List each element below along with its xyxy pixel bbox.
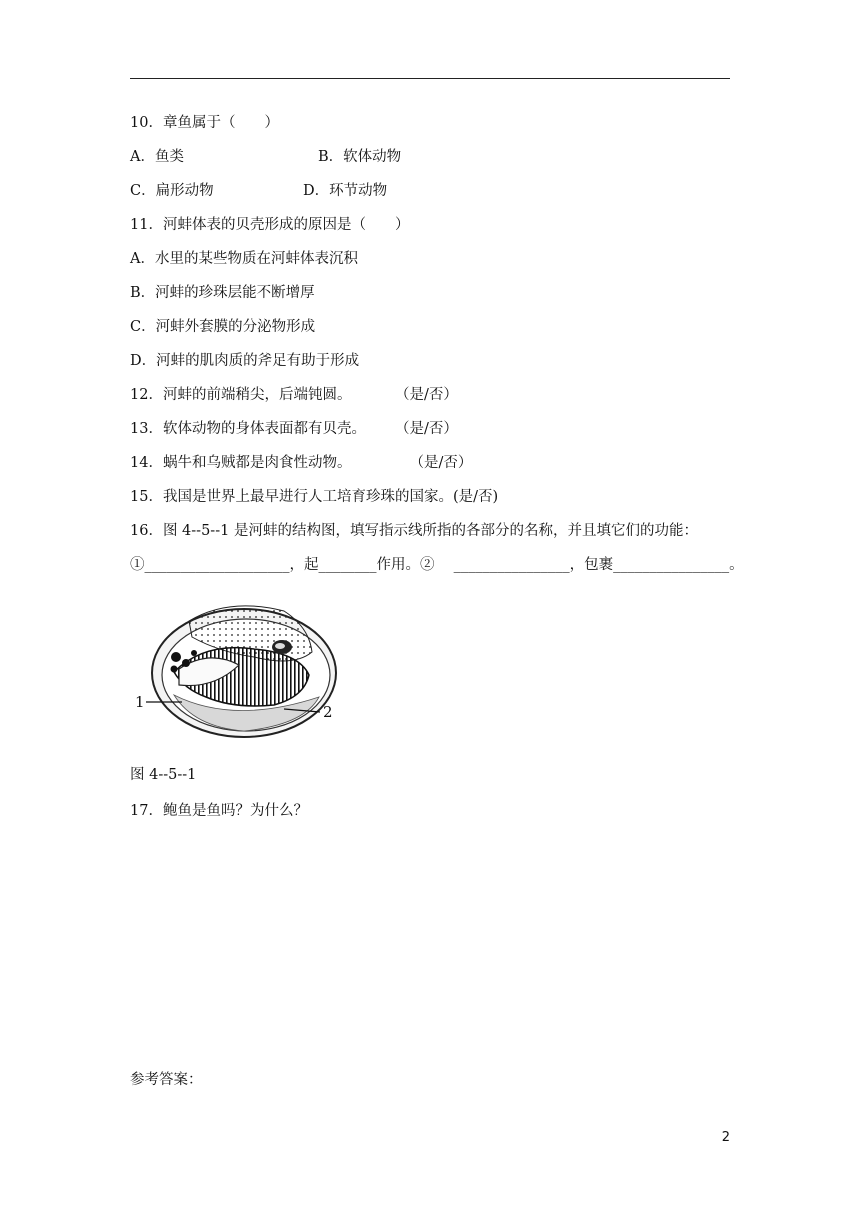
question-16-stem: 16．图 4--5--1 是河蚌的结构图，填写指示线所指的各部分的名称，并且填它们的功能： <box>130 523 698 539</box>
page-number: 2 <box>721 1130 730 1145</box>
question-12: 12．河蚌的前端稍尖，后端钝圆。 （是/否） <box>130 387 458 403</box>
header-rule <box>130 78 730 79</box>
question-16-blanks: ①____________________，起________作用。② ________________，包裹________________。 <box>130 557 744 573</box>
question-13: 13．软体动物的身体表面都有贝壳。 （是/否） <box>130 421 458 437</box>
question-10-option-b: B．软体动物 <box>318 149 402 165</box>
question-10-option-a: A．鱼类 <box>130 149 184 165</box>
question-11-option-c: C．河蚌外套膜的分泌物形成 <box>130 319 316 335</box>
figure-label-2: 2 <box>323 703 333 721</box>
mussel-structure-figure <box>134 597 346 745</box>
question-15: 15．我国是世界上最早进行人工培育珍珠的国家。(是/否) <box>130 489 499 505</box>
mussel-diagram <box>134 597 346 745</box>
question-10-option-d: D．环节动物 <box>303 183 388 199</box>
question-10-stem: 10．章鱼属于（ ） <box>130 115 279 131</box>
question-10-option-c: C．扁形动物 <box>130 183 214 199</box>
question-14: 14．蜗牛和乌贼都是肉食性动物。 （是/否） <box>130 455 473 471</box>
question-17: 17．鲍鱼是鱼吗？为什么？ <box>130 803 308 819</box>
question-11-option-d: D．河蚌的肌肉质的斧足有助于形成 <box>130 353 360 369</box>
question-11-stem: 11．河蚌体表的贝壳形成的原因是（ ） <box>130 217 410 233</box>
figure-caption: 图 4--5--1 <box>130 767 197 783</box>
question-11-option-b: B．河蚌的珍珠层能不断增厚 <box>130 285 315 301</box>
question-11-option-a: A．水里的某些物质在河蚌体表沉积 <box>130 251 358 267</box>
answer-heading: 参考答案： <box>130 1072 203 1088</box>
figure-label-1: 1 <box>135 693 145 711</box>
